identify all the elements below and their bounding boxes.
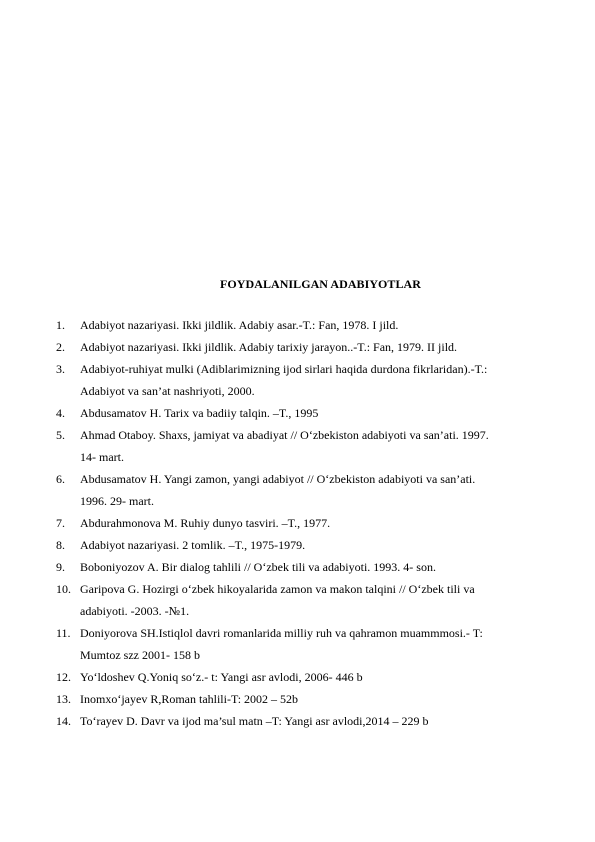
reference-text-line: Garipova G. Hozirgi o‘zbek hikoyalarida zamon va makon talqini // O‘zbek tili va (80, 582, 475, 596)
reference-number: 7. (56, 516, 65, 530)
reference-text-line: Adabiyot nazariyasi. Ikki jildlik. Adabiy tarixiy jarayon..-T.: Fan, 1979. II jild. (80, 340, 458, 354)
reference-text-line: Adabiyot-ruhiyat mulki (Adiblarimizning ijod sirlari haqida durdona fikrlaridan).-T.: (80, 362, 488, 376)
reference-number: 8. (56, 538, 65, 552)
reference-text-line: Adabiyot nazariyasi. 2 tomlik. –T., 1975-1979. (80, 538, 306, 552)
reference-text-line: Mumtoz szz 2001- 158 b (80, 648, 200, 662)
reference-text-line: Yo‘ldoshev Q.Yoniq so‘z.- t: Yangi asr avlodi, 2006- 446 b (80, 670, 363, 684)
reference-text-line: Doniyorova SH.Istiqlol davri romanlarida milliy ruh va qahramon muammmosi.- T: (80, 626, 483, 640)
reference-text-line: Adabiyot nazariyasi. Ikki jildlik. Adabiy asar.-T.: Fan, 1978. I jild. (80, 318, 399, 332)
reference-number: 6. (56, 472, 65, 486)
reference-text-line: Boboniyozov A. Bir dialog tahlili // O‘zbek tili va adabiyoti. 1993. 4- son. (80, 560, 436, 574)
reference-text-line: Ahmad Otaboy. Shaxs, jamiyat va abadiyat // O‘zbekiston adabiyoti va san’ati. 1997. (80, 428, 489, 442)
reference-number: 5. (56, 428, 65, 442)
reference-text-line: 1996. 29- mart. (80, 494, 154, 508)
reference-text-line: adabiyoti. -2003. -№1. (80, 604, 190, 618)
reference-text-line: To‘rayev D. Davr va ijod ma’sul matn –T: Yangi asr avlodi,2014 – 229 b (80, 714, 429, 728)
reference-text-line: Abdusamatov H. Yangi zamon, yangi adabiyot // O‘zbekiston adabiyoti va san’ati. (80, 472, 476, 486)
reference-number: 10. (56, 582, 71, 596)
reference-number: 9. (56, 560, 65, 574)
reference-number: 14. (56, 714, 71, 728)
reference-number: 2. (56, 340, 65, 354)
reference-number: 3. (56, 362, 65, 376)
reference-text-line: 14- mart. (80, 450, 124, 464)
reference-text-line: Inomxo‘jayev R,Roman tahlili-T: 2002 – 52b (80, 692, 299, 706)
reference-number: 13. (56, 692, 71, 706)
reference-number: 12. (56, 670, 71, 684)
reference-number: 1. (56, 318, 65, 332)
reference-number: 11. (56, 626, 71, 640)
reference-text-line: Abdusamatov H. Tarix va badiiy talqin. –T., 1995 (80, 406, 319, 420)
references-heading: FOYDALANILGAN ADABIYOTLAR (220, 277, 421, 291)
reference-text-line: Adabiyot va san’at nashriyoti, 2000. (80, 384, 255, 398)
reference-text-line: Abdurahmonova M. Ruhiy dunyo tasviri. –T., 1977. (80, 516, 331, 530)
reference-number: 4. (56, 406, 65, 420)
